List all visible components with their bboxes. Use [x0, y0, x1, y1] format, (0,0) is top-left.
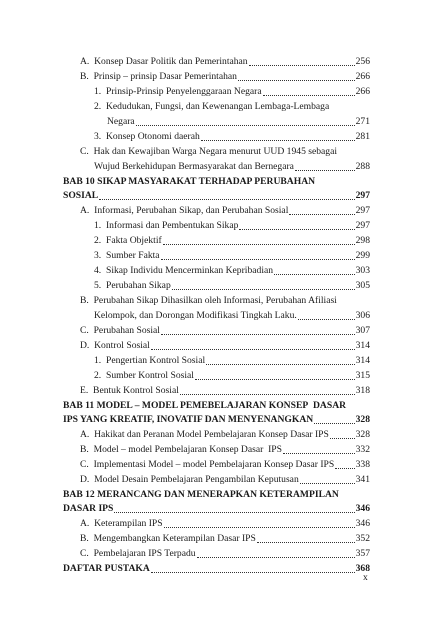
toc-entry-label: A. Hakikat dan Peranan Model Pembelajaran Konsep Dasar IPS — [80, 429, 329, 440]
dot-leader — [197, 556, 355, 558]
toc-entry-label: 2. Kedudukan, Fungsi, dan Kewenangan Lembaga-Lembaga — [94, 101, 330, 112]
toc-entry-page: 318 — [355, 385, 370, 396]
toc-entry-page: 357 — [355, 548, 370, 559]
toc-entry-page: 314 — [355, 355, 370, 366]
dot-leader — [249, 64, 355, 66]
toc-entry-label: Kelompok, dan Dorongan Modifikasi Tingkah Laku. — [94, 310, 297, 321]
toc-entry-page: 315 — [355, 370, 370, 381]
toc-entry-page: 307 — [355, 325, 370, 336]
toc-entry[interactable] — [80, 205, 370, 217]
chapter-heading: BAB 10 SIKAP MASYARAKAT TERHADAP PERUBAHAN — [63, 176, 316, 187]
dot-leader — [151, 348, 355, 350]
toc-entry-page: 368 — [355, 563, 370, 574]
dot-leader — [314, 422, 354, 424]
toc-entry-label: DASAR IPS — [63, 503, 114, 514]
toc-entry-page: 341 — [355, 474, 370, 485]
toc-entry[interactable] — [80, 71, 370, 83]
toc-entry[interactable] — [80, 385, 370, 397]
toc-entry-page: 346 — [355, 518, 370, 529]
toc-entry-label: DAFTAR PUSTAKA — [63, 563, 150, 574]
dot-leader — [99, 198, 354, 200]
toc-entry-page: 338 — [355, 459, 370, 470]
toc-entry[interactable] — [107, 116, 370, 128]
toc-entry-label: C. Perubahan Sosial — [80, 325, 160, 336]
toc-entry[interactable] — [94, 131, 370, 143]
toc-entry-label: C. Pembelajaran IPS Terpadu — [80, 548, 196, 559]
dot-leader — [172, 288, 355, 290]
dot-leader — [114, 511, 354, 513]
toc-entry[interactable] — [94, 161, 370, 173]
toc-entry[interactable] — [80, 518, 370, 530]
toc-entry-page: 297 — [355, 190, 370, 201]
toc-entry-label: B. Perubahan Sikap Dihasilkan oleh Informasi, Perubahan Afiliasi — [80, 295, 337, 306]
toc-entry[interactable] — [80, 340, 370, 352]
toc-entry-page: 306 — [355, 310, 370, 321]
toc-entry-page: 305 — [355, 280, 370, 291]
toc-entry-page: 328 — [355, 414, 370, 425]
dot-leader — [335, 467, 354, 469]
toc-entry-label: 3. Konsep Otonomi daerah — [94, 131, 200, 142]
toc-entry[interactable] — [63, 563, 370, 575]
chapter-heading: BAB 12 MERANCANG DAN MENERAPKAN KETERAMPILAN — [63, 489, 339, 500]
toc-entry-label: D. Kontrol Sosial — [80, 340, 150, 351]
toc-entry[interactable] — [80, 325, 370, 337]
dot-leader — [263, 94, 355, 96]
dot-leader — [163, 243, 355, 245]
dot-leader — [201, 139, 355, 141]
page-number: x — [363, 572, 368, 583]
toc-entry[interactable] — [94, 370, 370, 382]
toc-entry[interactable] — [94, 220, 370, 232]
toc-entry-label: B. Prinsip – prinsip Dasar Pemerintahan — [80, 71, 237, 82]
toc-entry-page: 266 — [355, 71, 370, 82]
toc-entry-page: 303 — [355, 265, 370, 276]
toc-entry[interactable] — [80, 429, 370, 441]
toc-entry-label: A. Keterampilan IPS — [80, 518, 163, 529]
toc-entry-page: 288 — [355, 161, 370, 172]
dot-leader — [283, 452, 355, 454]
toc-entry-label: 1. Prinsip-Prinsip Penyelenggaraan Negara — [94, 86, 262, 97]
toc-entry[interactable] — [94, 250, 370, 262]
toc-entry-page: 266 — [355, 86, 370, 97]
toc-entry[interactable] — [63, 503, 370, 515]
toc-entry-page: 299 — [355, 250, 370, 261]
toc-entry-label: A. Konsep Dasar Politik dan Pemerintahan — [80, 56, 248, 67]
dot-leader — [151, 571, 355, 573]
toc-entry[interactable] — [80, 474, 370, 486]
toc-entry-label: E. Bentuk Kontrol Sosial — [80, 385, 179, 396]
toc-entry[interactable] — [80, 548, 370, 560]
toc-entry-label: Negara — [107, 116, 135, 127]
dot-leader — [180, 393, 355, 395]
toc-entry-label: 5. Perubahan Sikap — [94, 280, 171, 291]
dot-leader — [298, 318, 355, 320]
toc-entry[interactable] — [80, 56, 370, 68]
toc-entry-page: 328 — [355, 429, 370, 440]
dot-leader — [289, 213, 354, 215]
chapter-heading: BAB 11 MODEL – MODEL PEMEBELAJARAN KONSEP DASAR — [63, 400, 347, 411]
toc-entry-page: 271 — [355, 116, 370, 127]
toc-entry-label: C. Implementasi Model – model Pembelajaran Konsep Dasar IPS — [80, 459, 335, 470]
dot-leader — [239, 228, 354, 230]
toc-entry-label: B. Mengembangkan Keterampilan Dasar IPS — [80, 533, 256, 544]
dot-leader — [136, 124, 355, 126]
toc-entry-page: 281 — [355, 131, 370, 142]
toc-entry-page: 314 — [355, 340, 370, 351]
toc-entry[interactable] — [94, 86, 370, 98]
dot-leader — [330, 437, 355, 439]
toc-entry-label: 4. Sikap Individu Mencerminkan Kepribadian — [94, 265, 274, 276]
toc-entry[interactable] — [94, 310, 370, 322]
toc-entry-page: 298 — [355, 235, 370, 246]
toc-entry[interactable] — [63, 414, 370, 426]
dot-leader — [161, 258, 355, 260]
toc-entry[interactable] — [94, 235, 370, 247]
toc-entry-page: 256 — [355, 56, 370, 67]
toc-entry-page: 297 — [355, 205, 370, 216]
toc-entry-label: 2. Sumber Kontrol Sosial — [94, 370, 194, 381]
dot-leader — [195, 378, 355, 380]
dot-leader — [274, 273, 355, 275]
toc-entry-page: 352 — [355, 533, 370, 544]
dot-leader — [295, 169, 355, 171]
toc-entry-label: SOSIAL — [63, 190, 99, 201]
toc-entry-label: D. Model Desain Pembelajaran Pengambilan Keputusan — [80, 474, 299, 485]
toc-entry-label: C. Hak dan Kewajiban Warga Negara menurut UUD 1945 sebagai — [80, 146, 338, 157]
dot-leader — [164, 526, 355, 528]
toc-entry[interactable] — [94, 355, 370, 367]
toc-entry-page: 297 — [355, 220, 370, 231]
toc-entry[interactable] — [80, 459, 370, 471]
dot-leader — [257, 541, 355, 543]
toc-entry-label: A. Informasi, Perubahan Sikap, dan Perubahan Sosial — [80, 205, 289, 216]
toc-entry-page: 346 — [355, 503, 370, 514]
toc-entry[interactable] — [94, 280, 370, 292]
toc-entry[interactable] — [80, 533, 370, 545]
toc-entry-label: B. Model – model Pembelajaran Konsep Dasar IPS — [80, 444, 282, 455]
toc-entry[interactable] — [80, 444, 370, 456]
toc-entry[interactable] — [63, 190, 370, 202]
dot-leader — [238, 79, 355, 81]
toc-entry-label: 2. Fakta Objektif — [94, 235, 162, 246]
toc-entry-page: 332 — [355, 444, 370, 455]
toc-entry-label: IPS YANG KREATIF, INOVATIF DAN MENYENANGKAN — [63, 414, 314, 425]
toc-entry-label: 3. Sumber Fakta — [94, 250, 160, 261]
toc-entry-label: 1. Pengertian Kontrol Sosial — [94, 355, 206, 366]
toc-entry-label: 1. Informasi dan Pembentukan Sikap — [94, 220, 239, 231]
toc-entry-label: Wujud Berkehidupan Bermasyarakat dan Bernegara — [94, 161, 294, 172]
dot-leader — [161, 333, 355, 335]
dot-leader — [206, 363, 354, 365]
toc-entry[interactable] — [94, 265, 370, 277]
dot-leader — [300, 482, 355, 484]
